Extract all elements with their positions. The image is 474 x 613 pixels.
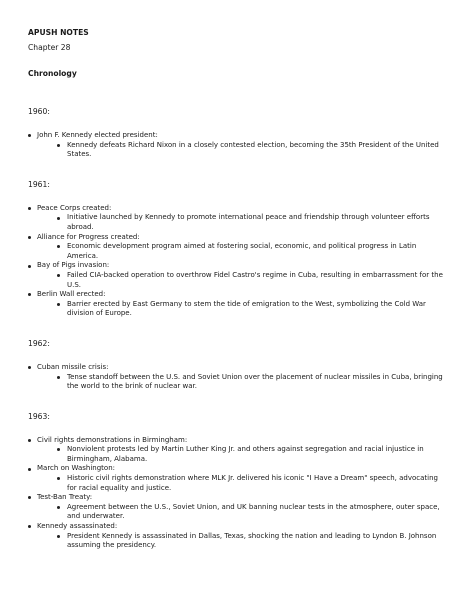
chapter-label: Chapter 28 (28, 43, 71, 52)
event-list (28, 204, 448, 319)
event-title: Cuban missile crisis: (37, 362, 109, 371)
year-heading: 1960: (28, 107, 50, 116)
event-detail: Kennedy defeats Richard Nixon in a closely contested election, becoming the 35th President of the United States. (57, 141, 448, 160)
event-item (28, 131, 448, 160)
event-detail: Barrier erected by East Germany to stem the tide of emigration to the West, symbolizing the Cold War division of Europe. (57, 300, 448, 319)
event-title: Berlin Wall erected: (37, 290, 106, 299)
detail-list (37, 445, 448, 464)
document-title: APUSH NOTES (28, 28, 89, 37)
event-item (28, 522, 448, 551)
event-item (28, 493, 448, 522)
year-heading: 1962: (28, 338, 50, 348)
event-detail: Failed CIA-backed operation to overthrow Fidel Castro's regime in Cuba, resulting in embarrassment for the U.S. (57, 271, 448, 290)
event-title: Test-Ban Treaty: (37, 493, 93, 502)
event-item (28, 204, 448, 233)
detail-list (37, 271, 448, 290)
detail-list (37, 242, 448, 261)
event-title: Peace Corps created: (37, 203, 112, 212)
event-title: Kennedy assassinated: (37, 522, 118, 531)
document-page (28, 28, 448, 551)
event-item (28, 464, 448, 493)
event-item (28, 363, 448, 392)
event-item (28, 436, 448, 465)
detail-list (37, 300, 448, 319)
detail-list (37, 213, 448, 232)
event-list (28, 363, 448, 392)
detail-list (37, 141, 448, 160)
detail-list (37, 503, 448, 522)
event-detail: Initiative launched by Kennedy to promote international peace and friendship through volunteer efforts abroad. (57, 213, 448, 232)
event-detail: President Kennedy is assassinated in Dallas, Texas, shocking the nation and leading to Lyndon B. Johnson assuming the presidency. (57, 532, 448, 551)
year-heading: 1963: (28, 411, 50, 421)
event-detail: Economic development program aimed at fostering social, economic, and political progress in Latin America. (57, 242, 448, 261)
event-title: Civil rights demonstrations in Birmingham: (37, 435, 188, 444)
detail-list (37, 532, 448, 551)
event-item (28, 290, 448, 319)
event-detail: Tense standoff between the U.S. and Soviet Union over the placement of nuclear missiles in Cuba, bringing the world to the brink of nuclear war. (57, 373, 448, 392)
event-detail: Nonviolent protests led by Martin Luther King Jr. and others against segregation and racial injustice in Birmingham, Alabama. (57, 445, 448, 464)
event-item (28, 261, 448, 290)
event-item (28, 233, 448, 262)
event-detail: Historic civil rights demonstration where MLK Jr. delivered his iconic "I Have a Dream" speech, advocating for racial equality and justice. (57, 474, 448, 493)
detail-list (37, 373, 448, 392)
event-list (28, 131, 448, 160)
event-title: John F. Kennedy elected president: (37, 131, 158, 139)
event-title: Bay of Pigs invasion: (37, 261, 110, 270)
section-heading: Chronology (28, 69, 77, 78)
event-title: Alliance for Progress created: (37, 232, 140, 241)
event-detail: Agreement between the U.S., Soviet Union, and UK banning nuclear tests in the atmosphere, outer space, and underwater. (57, 503, 448, 522)
chronology-list (28, 107, 448, 551)
event-title: March on Washington: (37, 464, 116, 473)
event-list (28, 436, 448, 551)
year-heading: 1961: (28, 179, 50, 189)
detail-list (37, 474, 448, 493)
